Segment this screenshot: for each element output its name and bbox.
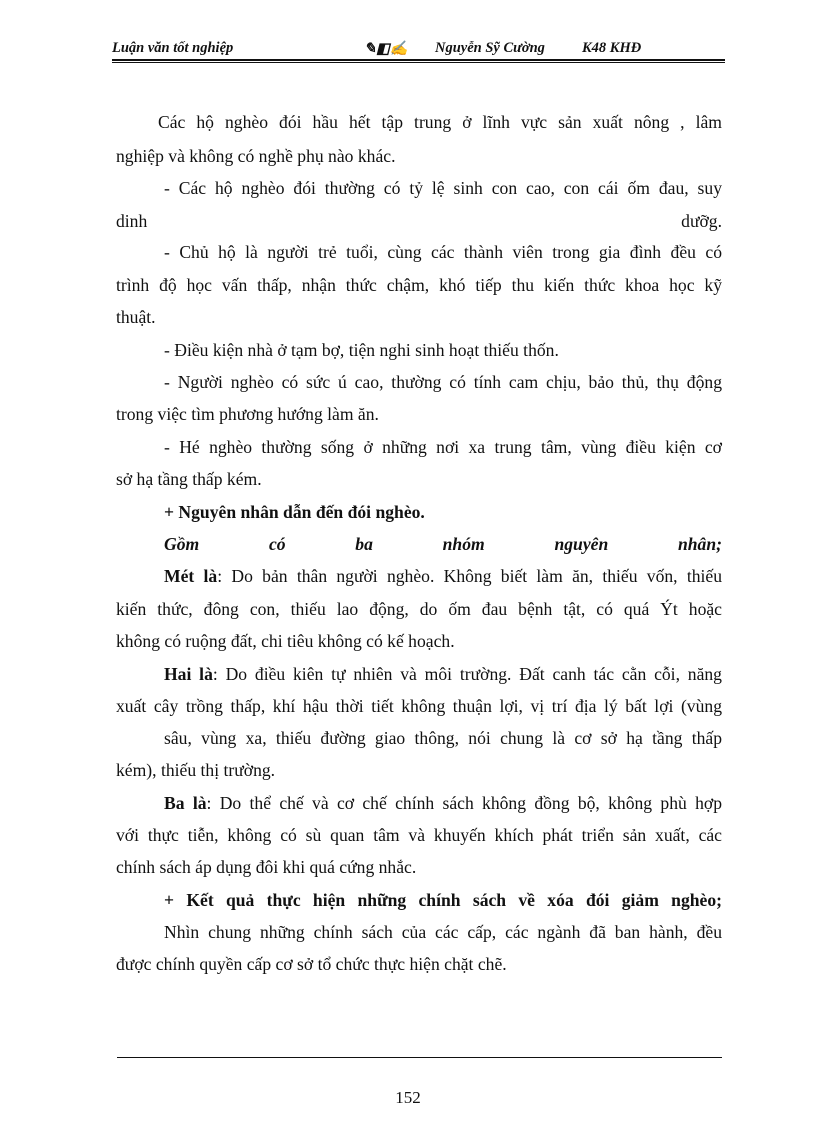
text-word: dưỡg. (681, 211, 722, 231)
header-thesis-title: Luận văn tốt nghiệp (112, 40, 234, 56)
footer-rule (117, 1057, 722, 1058)
header-author: Nguyễn Sỹ Cường (435, 40, 545, 56)
paragraph-label: Ba là (164, 793, 207, 813)
text-line: trình độ học vấn thấp, nhận thức chậm, khó tiếp thu kiến thức khoa học kỹ (116, 275, 722, 295)
text-line (116, 793, 722, 814)
text-line: - Điều kiện nhà ở tạm bợ, tiện nghi sinh hoạt thiếu thốn. (164, 340, 559, 360)
text-line: trong việc tìm phương hướng làm ăn. (116, 404, 379, 424)
section-subheading (116, 534, 722, 555)
paragraph-label: Hai là (164, 664, 213, 684)
page-number: 152 (395, 1088, 421, 1107)
text-line: Nhìn chung những chính sách của các cấp, các ngành đã ban hành, đều (164, 922, 722, 942)
section-heading: + Kết quả thực hiện những chính sách về xóa đói giảm nghèo; (164, 890, 722, 910)
text-line: sở hạ tầng thấp kém. (116, 469, 262, 489)
section-heading: + Nguyên nhân dẫn đến đói nghèo. (164, 502, 425, 522)
text-line: sâu, vùng xa, thiếu đường giao thông, nói chung là cơ sở hạ tầng thấp (164, 728, 722, 748)
text-line: được chính quyền cấp cơ sở tổ chức thực hiện chặt chẽ. (116, 954, 507, 974)
page-header (112, 38, 724, 60)
heading-word: ba (355, 534, 373, 554)
text-line: - Hé nghèo thường sống ở những nơi xa trung tâm, vùng điều kiện cơ (164, 437, 722, 457)
text-line: kiến thức, đông con, thiếu lao động, do ốm đau bệnh tật, có quá Ýt hoặc (116, 599, 722, 619)
text-line (116, 211, 722, 232)
text-line: xuất cây trồng thấp, khí hậu thời tiết không thuận lợi, vị trí địa lý bất lợi (vùng (116, 696, 722, 716)
header-class: K48 KHĐ (582, 40, 642, 56)
heading-word: nguyên (554, 534, 609, 554)
text-line: không có ruộng đất, chi tiêu không có kế hoạch. (116, 631, 455, 651)
header-rule-thick (112, 59, 725, 61)
text-line: Các hộ nghèo đói hầu hết tập trung ở lĩnh vực sản xuất nông , lâm (158, 112, 722, 132)
text-line: - Chủ hộ là người trẻ tuổi, cùng các thành viên trong gia đình đều có (164, 242, 722, 262)
text-line: - Người nghèo có sức ú cao, thường có tính cam chịu, bảo thủ, thụ động (164, 372, 722, 392)
heading-word: nhân; (677, 534, 722, 554)
header-ornament-icon: ✎◧✍ (364, 41, 408, 57)
heading-word: nhóm (442, 534, 485, 554)
text-line (116, 664, 722, 685)
text-line: - Các hộ nghèo đói thường có tỷ lệ sinh con cao, con cái ốm đau, suy (164, 178, 722, 198)
heading-word: có (268, 534, 286, 554)
text-run: : Do bản thân người nghèo. Không biết làm ăn, thiếu vốn, thiếu (217, 566, 723, 586)
text-line: nghiệp và không có nghề phụ nào khác. (116, 146, 396, 166)
text-line (116, 566, 722, 587)
header-rule-thin (112, 62, 725, 63)
text-line: chính sách áp dụng đôi khi quá cứng nhắc. (116, 857, 417, 877)
text-run: : Do điều kiên tự nhiên và môi trường. Đất canh tác cằn cỗi, năng (212, 664, 722, 684)
paragraph-label: Mét là (164, 566, 218, 586)
text-word: dinh (116, 211, 148, 231)
text-line: với thực tiễn, không có sù quan tâm và khuyến khích phát triển sản xuất, các (116, 825, 722, 845)
text-line: thuật. (116, 307, 156, 327)
heading-word: Gồm (164, 534, 200, 554)
text-line: kém), thiếu thị trường. (116, 760, 276, 780)
text-run: : Do thể chế và cơ chế chính sách không đồng bộ, không phù hợp (206, 793, 723, 813)
